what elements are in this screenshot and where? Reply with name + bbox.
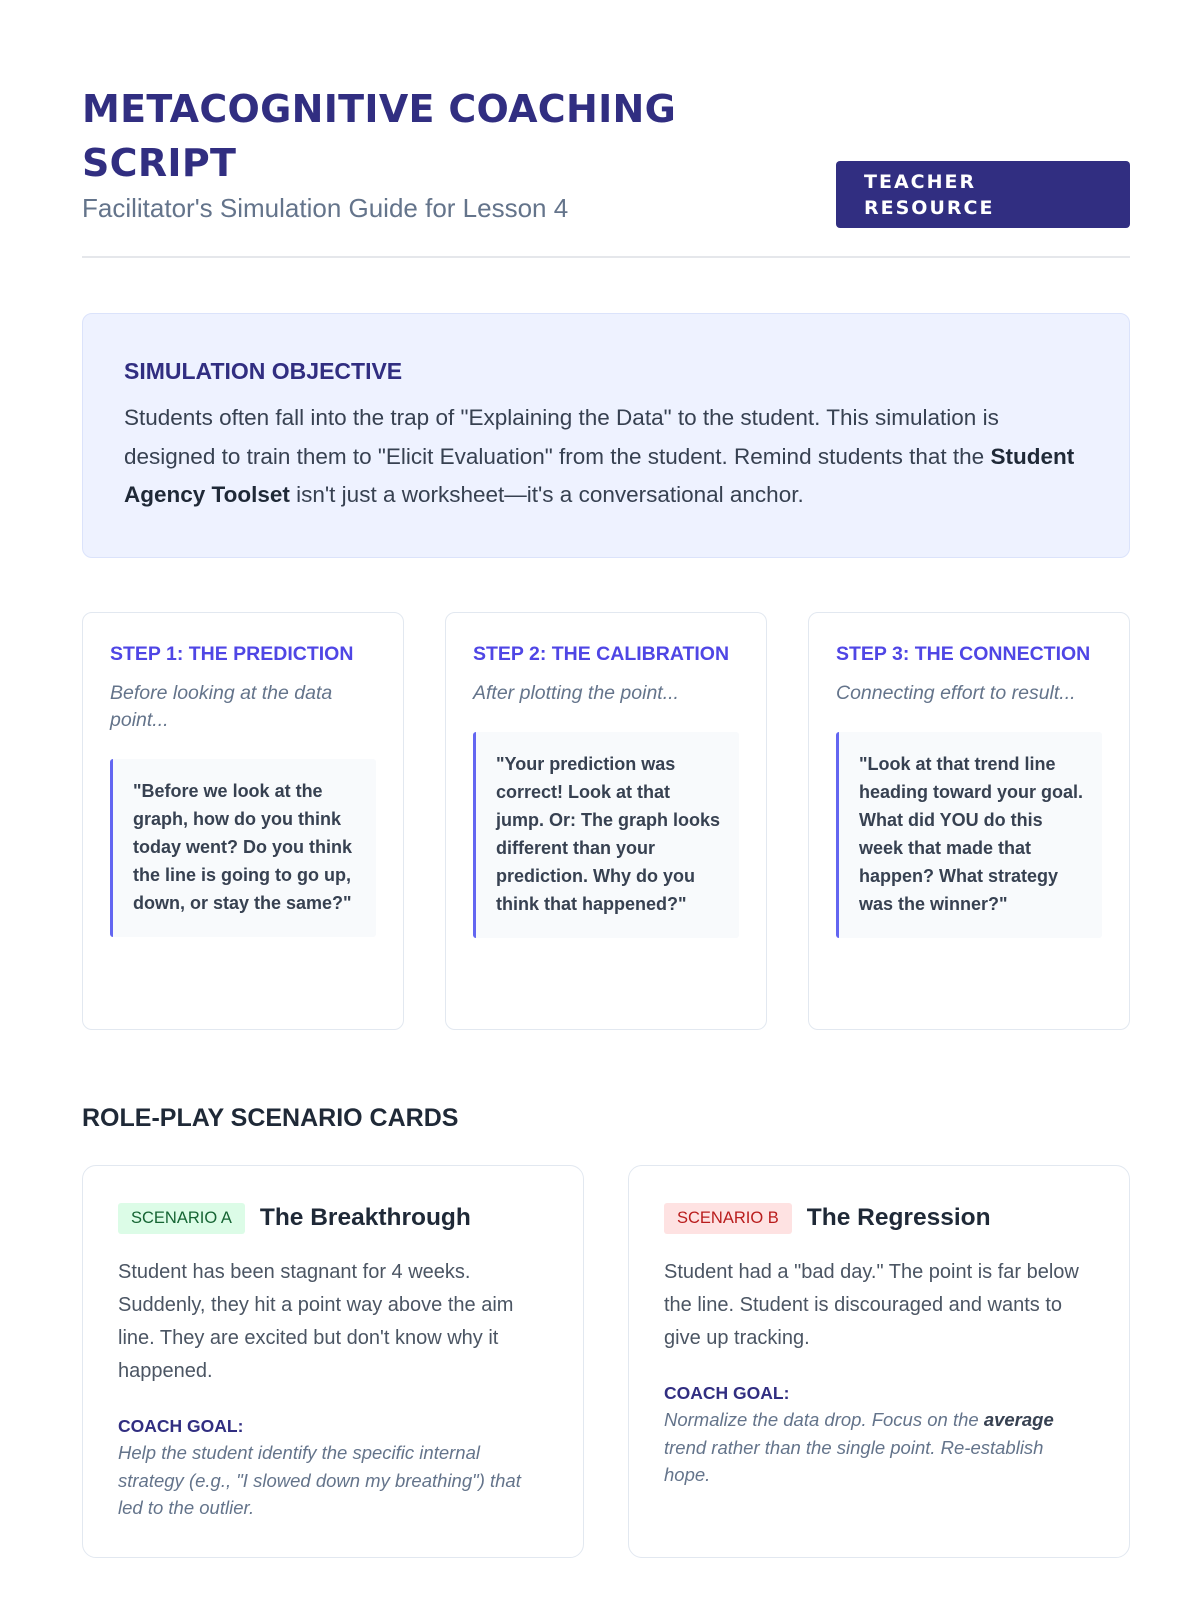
scenario-name: The Regression [806, 1204, 991, 1231]
step-quote: "Look at that trend line heading toward your goal. What did YOU do this week that made that happen? What strategy was the winner?" [836, 732, 1102, 938]
step-subtitle: Connecting effort to result... [836, 682, 1076, 704]
scenario-card-b [628, 1165, 1130, 1558]
scenario-description: Student had a "bad day." The point is far below the line. Student is discouraged and wants to give up tracking. [664, 1261, 1079, 1349]
simulation-objective-box [82, 313, 1130, 558]
teacher-resource-badge: TEACHER RESOURCE [836, 161, 1130, 228]
step-quote: "Your prediction was correct! Look at that jump. Or: The graph looks different than your prediction. Why do you think that happened?" [473, 732, 739, 938]
step-card-prediction [82, 612, 404, 1030]
coach-goal-part: trend rather than the single point. Re-establish hope. [664, 1436, 1044, 1485]
coach-goal-text [118, 1439, 548, 1522]
step-subtitle: After plotting the point... [473, 682, 679, 704]
objective-text-bold: Student Agency Toolset [124, 443, 1075, 507]
scenario-header [664, 1201, 1094, 1235]
coach-goal-part: Normalize the data drop. Focus on the [664, 1409, 984, 1430]
step-title: STEP 1: THE PREDICTION [110, 643, 354, 665]
coach-goal-label: COACH GOAL: [664, 1383, 790, 1403]
page-header [82, 0, 1130, 258]
coach-goal-part: Help the student identify the specific internal strategy (e.g., "I slowed down my breathing") that led to the outlier. [118, 1442, 521, 1518]
scenario-tag: SCENARIO B [664, 1203, 792, 1234]
page-subtitle: Facilitator's Simulation Guide for Lesson 4 [82, 193, 569, 223]
coach-goal-label: COACH GOAL: [118, 1416, 244, 1436]
objective-text-part: Students often fall into the trap of "Explaining the Data" to the student. This simulation is designed to train them to "Elicit Evaluation" from the student. Remind students that the [124, 405, 999, 469]
coach-goal-text [664, 1406, 1094, 1489]
step-title: STEP 3: THE CONNECTION [836, 643, 1091, 665]
step-card-calibration [445, 612, 767, 1030]
scenario-name: The Breakthrough [259, 1204, 471, 1231]
scenario-header [118, 1201, 548, 1235]
coach-goal-bold: average [983, 1409, 1054, 1430]
objective-heading: SIMULATION OBJECTIVE [124, 358, 403, 384]
coaching-steps [82, 612, 1130, 1030]
page-title: METACOGNITIVE COACHING SCRIPT [82, 87, 677, 185]
step-subtitle: Before looking at the data point... [110, 682, 333, 731]
roleplay-section-title: ROLE-PLAY SCENARIO CARDS [82, 1104, 459, 1132]
step-card-connection [808, 612, 1130, 1030]
scenario-description: Student has been stagnant for 4 weeks. Suddenly, they hit a point way above the aim line. They are excited but don't know why it happened. [118, 1261, 514, 1382]
scenario-tag: SCENARIO A [118, 1203, 245, 1234]
objective-text [124, 399, 1088, 515]
objective-text-part: isn't just a worksheet—it's a conversational anchor. [289, 482, 804, 507]
coaching-script-page [82, 0, 1130, 1518]
step-quote: "Before we look at the graph, how do you think today went? Do you think the line is going to go up, down, or stay the same?" [110, 759, 376, 937]
scenario-card-a [82, 1165, 584, 1558]
step-title: STEP 2: THE CALIBRATION [473, 643, 730, 665]
